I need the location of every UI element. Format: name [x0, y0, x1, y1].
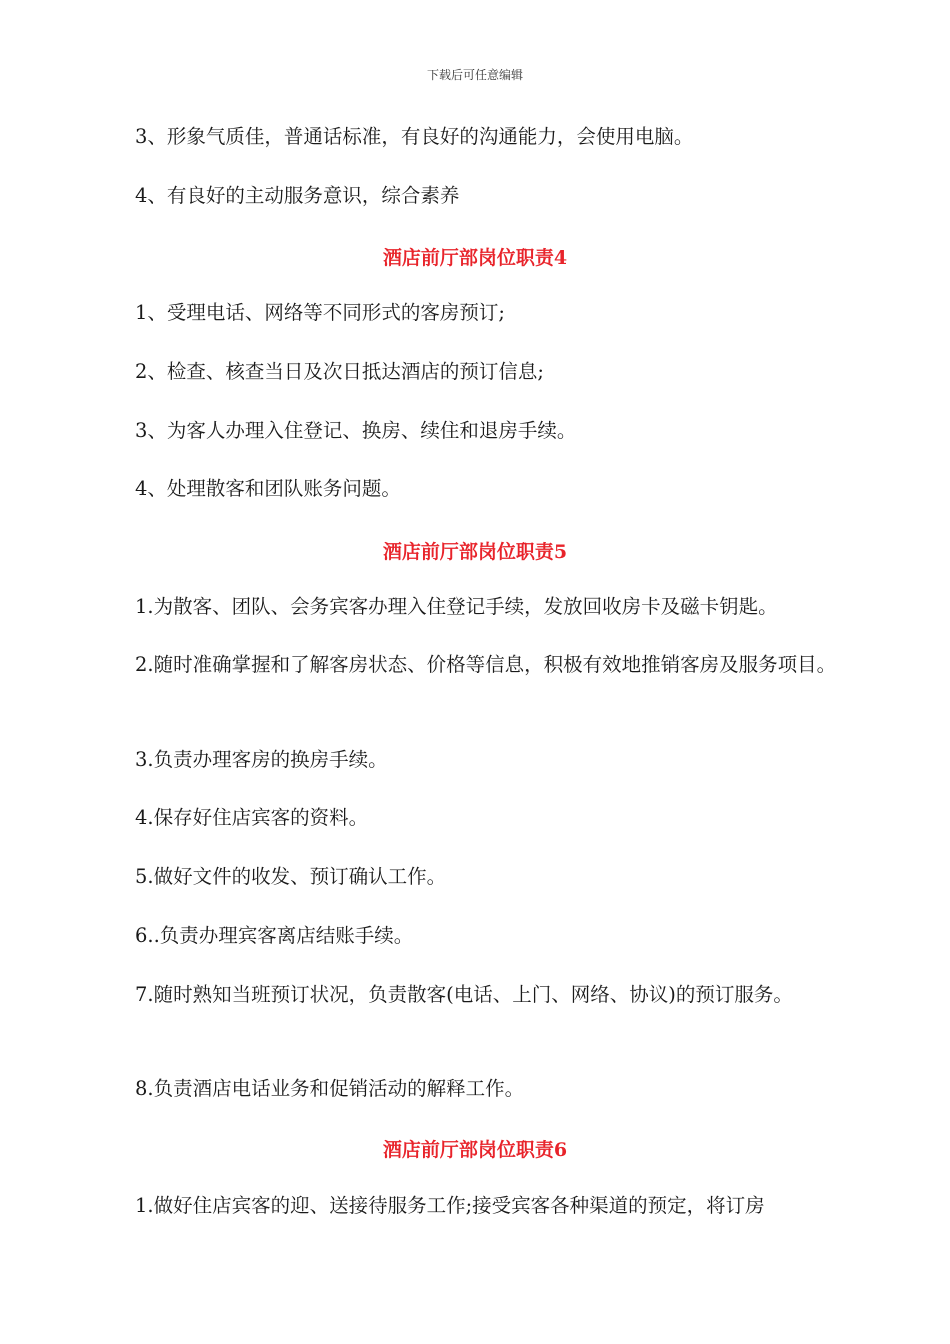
- paragraph: 2.随时准确掌握和了解客房状态、价格等信息，积极有效地推销客房及服务项目。: [135, 653, 837, 676]
- page-header: 下载后可任意编辑: [426, 68, 523, 82]
- paragraph: 4、处理散客和团队账务问题。: [135, 477, 401, 500]
- paragraph: 3、形象气质佳，普通话标准，有良好的沟通能力，会使用电脑。: [135, 125, 694, 148]
- paragraph: 8.负责酒店电话业务和促销活动的解释工作。: [135, 1077, 525, 1100]
- paragraph: 4、有良好的主动服务意识，综合素养: [135, 184, 460, 207]
- paragraph: 6..负责办理宾客离店结账手续。: [135, 924, 414, 947]
- section-heading: 酒店前厅部岗位职责4: [382, 247, 568, 269]
- paragraph: 3、为客人办理入住登记、换房、续住和退房手续。: [135, 419, 577, 442]
- section-heading: 酒店前厅部岗位职责6: [382, 1139, 568, 1161]
- paragraph: 1.为散客、团队、会务宾客办理入住登记手续，发放回收房卡及磁卡钥匙。: [135, 595, 778, 618]
- paragraph: 1、受理电话、网络等不同形式的客房预订;: [135, 301, 505, 324]
- paragraph: 5.做好文件的收发、预订确认工作。: [135, 865, 447, 888]
- paragraph: 1.做好住店宾客的迎、送接待服务工作;接受宾客各种渠道的预定，将订房: [135, 1194, 765, 1217]
- paragraph: 7.随时熟知当班预订状况，负责散客(电话、上门、网络、协议)的预订服务。: [135, 983, 793, 1006]
- section-heading: 酒店前厅部岗位职责5: [382, 541, 568, 563]
- paragraph: 4.保存好住店宾客的资料。: [135, 806, 369, 829]
- paragraph: 2、检查、核查当日及次日抵达酒店的预订信息;: [135, 360, 544, 383]
- paragraph: 3.负责办理客房的换房手续。: [135, 748, 388, 771]
